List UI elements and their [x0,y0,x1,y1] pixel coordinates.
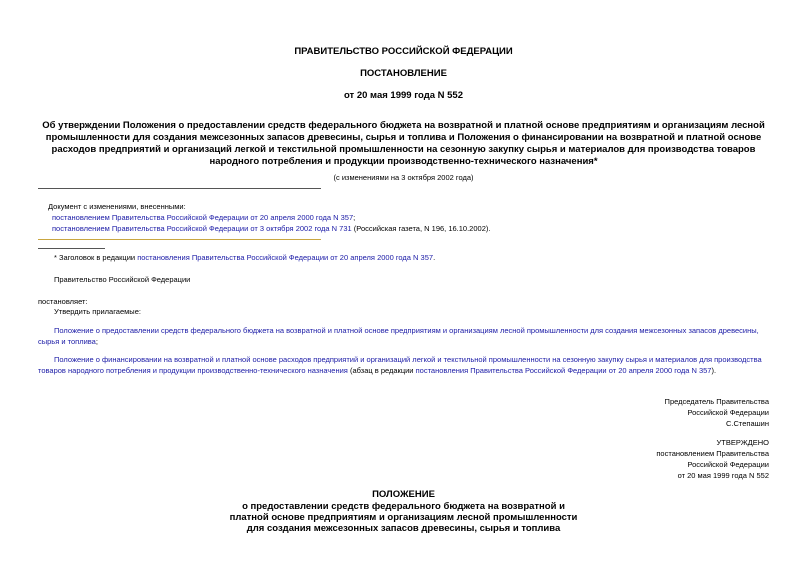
approved-line: от 20 мая 1999 года N 552 [677,471,769,480]
amendment-link[interactable]: постановлением Правительства Российской Федерации от 20 апреля 2000 года N 357 [52,213,354,222]
approved-item-1 [38,325,769,347]
amendment-link[interactable]: постановлением Правительства Российской Федерации от 3 октября 2002 года N 731 [52,224,352,233]
footnote-prefix: * Заголовок в редакции [54,253,138,262]
item-tail: ; [95,337,98,346]
amendment-item [52,212,355,223]
regulation-title-line: платной основе предприятиям и организациям лесной промышленности [229,512,578,523]
item-tail: ). [711,366,717,375]
regulation-title-line: для создания межсезонных запасов древесины, сырья и топлива [246,523,561,534]
amendment-ref-link[interactable]: постановления Правительства Российской Федерации от 20 апреля 2000 года N 357 [415,366,712,375]
regulation-link-2[interactable]: Положение о финансировании на возвратной и платной основе расходов предприятий и организаций легкой и текстильной промышленности на сезонную закупку сырья и материалов для производства товаров народного потребления и продукции производственно-технического назначения [38,355,762,375]
regulation-heading: ПОЛОЖЕНИЕ [372,489,435,500]
amendment-tail: (Российская газета, N 196, 16.10.2002). [351,224,491,233]
divider [38,188,321,189]
approve-text: Утвердить прилагаемые: [54,307,141,316]
document-title: Об утверждении Положения о предоставлении средств федерального бюджета на возвратной и платной основе предприятиям и организациям лесной промышленности для создания межсезонных запасов древесины, сырья и топлива и Положения о финансировании на возвратной и платной основе расходов предприятий и организаций легкой и текстильной промышленности на сезонную закупку сырья и материалов для производства товаров народного потребления и продукции производственно-технического назначения* [42,120,765,167]
signatory-name: С.Степашин [725,419,769,428]
issuer: Правительство Российской Федерации [54,275,191,284]
decrees: постановляет: [38,297,88,306]
approved-line: постановлением Правительства [656,449,769,458]
footnote-suffix: . [433,253,436,262]
amendment-tail: ; [353,213,356,222]
government-heading: ПРАВИТЕЛЬСТВО РОССИЙСКОЙ ФЕДЕРАЦИИ [294,46,513,57]
amendment-item [52,223,490,234]
amendments-intro: Документ с изменениями, внесенными: [48,202,186,211]
approval-stamp [656,437,769,481]
footnote [54,252,435,263]
signature-title: Председатель Правительства [664,397,769,406]
document-type: ПОСТАНОВЛЕНИЕ [360,68,447,79]
approved-item-2 [38,354,769,376]
document-date-number: от 20 мая 1999 года N 552 [343,90,464,101]
signature-title: Российской Федерации [687,408,769,417]
item-mid: (абзац в редакции [347,366,416,375]
approved-label: УТВЕРЖДЕНО [716,438,769,447]
divider [38,239,321,240]
footnote-divider [38,248,105,249]
signature-block [665,396,769,429]
regulation-link-1[interactable]: Положение о предоставлении средств федерального бюджета на возвратной и платной основе предприятиям и организациям лесной промышленности для создания межсезонных запасов древесины, сырья и топлива [38,326,759,346]
changes-note: (с изменениями на 3 октября 2002 года) [333,173,474,182]
regulation-title-line: о предоставлении средств федерального бюджета на возвратной и [242,501,565,512]
approved-line: Российской Федерации [687,460,769,469]
footnote-link[interactable]: постановления Правительства Российской Федерации от 20 апреля 2000 года N 357 [137,253,434,262]
